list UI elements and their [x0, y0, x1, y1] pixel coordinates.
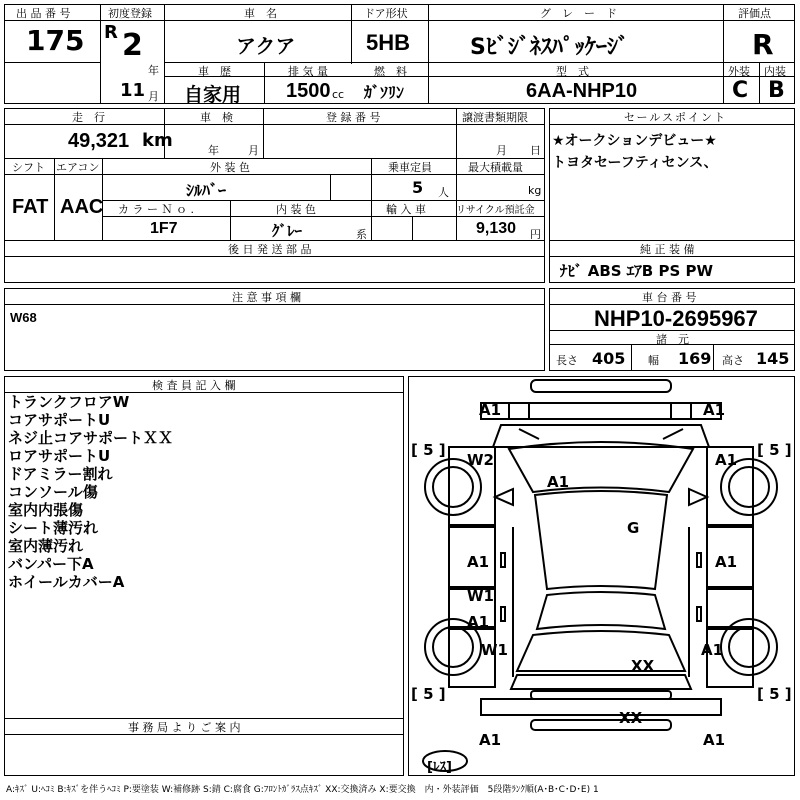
inspector-line: ロアサポートU	[8, 447, 111, 465]
transfer-day-unit: 日	[530, 144, 541, 157]
lot-no-label: 出 品 番 号	[16, 7, 71, 20]
inspector-line: ホイールカバーA	[8, 573, 125, 591]
ac: AAC	[60, 196, 104, 218]
later-parts-label: 後 日 発 送 部 品	[228, 243, 312, 256]
model: 6AA-NHP10	[526, 80, 638, 102]
inspector-line: ネジ止コアサポートＸＸ	[8, 429, 174, 447]
mark-a1-right-front: A1	[715, 451, 738, 469]
grade-label: グ レ ー ド	[540, 7, 617, 20]
fuel: ｶﾞｿﾘﾝ	[364, 83, 405, 102]
exterior-score: C	[732, 78, 749, 103]
notes-value: W68	[10, 310, 37, 325]
color-no-label: カ ラ ー Ｎ ｏ .	[118, 203, 194, 216]
tire-front-left: [ 5 ]	[411, 441, 446, 459]
mark-w1-left-rear-fender: W1	[481, 641, 508, 659]
sales-point-line-1: ★オークションデビュー★	[552, 133, 717, 149]
shift: FAT	[12, 196, 49, 218]
history: 自家用	[184, 84, 242, 106]
tire-rear-right: [ 5 ]	[757, 685, 792, 703]
chassis-label: 車 台 番 号	[642, 291, 697, 304]
sales-point-line-2: トヨタセーフティセンス、	[552, 155, 718, 171]
model-label: 型 式	[556, 65, 589, 78]
int-color-unit: 系	[356, 228, 367, 241]
reg-year: 2	[122, 28, 143, 63]
sales-point-label: セールスポイント	[624, 111, 728, 124]
exterior-label: 外装	[728, 65, 750, 78]
mark-a1-front-right: A1	[703, 401, 726, 419]
mark-a1-front-left: A1	[479, 401, 502, 419]
inspector-line: コアサポートU	[8, 411, 111, 429]
inspector-notes	[8, 393, 173, 591]
office-label: 事 務 局 よ り ご 案 内	[128, 721, 241, 734]
mark-w2: W2	[467, 451, 494, 469]
width: 169	[678, 349, 712, 368]
history-label: 車 歴	[198, 65, 231, 78]
capacity-unit: 人	[438, 186, 449, 199]
recycle-fee: 9,130	[476, 220, 517, 237]
height-label: 高さ	[722, 354, 744, 367]
inspector-line: トランクフロアW	[8, 393, 130, 411]
capacity-label: 乗車定員	[388, 161, 432, 174]
height: 145	[756, 349, 790, 368]
inspector-line: バンパー下A	[8, 555, 94, 573]
width-label: 幅	[648, 354, 659, 367]
length-label: 長さ	[556, 354, 578, 367]
shift-label: シフト	[12, 161, 45, 174]
reg-no-label: 登 録 番 号	[326, 111, 381, 124]
transfer-deadline-label: 譲渡書類期限	[462, 111, 528, 124]
legend: A:ｷｽﾞ U:ﾍｺﾐ B:ｷｽﾞを伴うﾍｺﾐ P:要塗装 W:補修跡 S:錆 C:腐食 G:ﾌﾛﾝﾄｶﾞﾗｽ点ｷｽﾞ XX:交換済み X:要交換 内・外装評価 5段階ﾗﾝｸ順(A･B･C･D･E) 1	[6, 785, 599, 795]
reg-month: 11	[120, 80, 146, 101]
era: R	[104, 22, 118, 43]
mark-g-windshield: G	[627, 519, 640, 537]
mark-a1-right-rear-fender: A1	[701, 641, 724, 659]
grade: Sﾋﾞｼﾞﾈｽﾊﾟｯｹｰｼﾞ	[470, 35, 629, 60]
displacement: 1500	[286, 80, 331, 102]
inspection-label: 車 検	[200, 111, 233, 124]
score: R	[752, 28, 774, 61]
chassis-no: NHP10-2695967	[594, 306, 758, 331]
mark-a1-rear-right: A1	[703, 731, 726, 749]
inspector-line: 室内薄汚れ	[8, 537, 84, 555]
score-label: 評価点	[738, 7, 771, 20]
ac-label: エアコン	[56, 161, 100, 174]
equipment: ﾅﾋﾞ ABS ｴｱB PS PW	[560, 262, 714, 280]
ext-color-label: 外 装 色	[210, 161, 250, 174]
tire-rear-left: [ 5 ]	[411, 685, 446, 703]
displacement-label: 排 気 量	[288, 65, 328, 78]
capacity: 5	[412, 178, 424, 197]
fuel-label: 燃 料	[374, 65, 407, 78]
max-load-unit: kg	[528, 184, 542, 197]
interior-score: B	[768, 78, 785, 103]
equipment-label: 純 正 装 備	[640, 243, 695, 256]
mileage-label: 走 行	[72, 111, 105, 124]
month-unit: 月	[148, 90, 159, 103]
color-no: 1F7	[150, 220, 178, 237]
interior-label: 内装	[764, 65, 786, 78]
notes-label: 注 意 事 項 欄	[232, 291, 301, 304]
ext-color: ｼﾙﾊﾞｰ	[186, 181, 227, 200]
inspector-line: 室内内張傷	[8, 501, 84, 519]
mark-xx-trunk: XX	[631, 657, 655, 675]
mark-a1-rear-left: A1	[479, 731, 502, 749]
dims-label: 諸 元	[656, 333, 689, 346]
inspector-line: シート薄汚れ	[8, 519, 99, 537]
transfer-month-unit: 月	[496, 144, 507, 157]
car-name: アクア	[236, 34, 296, 58]
mileage-unit: km	[142, 130, 173, 151]
year-unit: 年	[148, 64, 159, 77]
mark-a1-right-front-door: A1	[715, 553, 738, 571]
door-label: ドア形状	[364, 7, 408, 20]
recycle-unit: 円	[530, 228, 541, 241]
first-reg-label: 初度登録	[108, 7, 152, 20]
mileage: 49,321	[68, 130, 130, 152]
inspector-line: ドアミラー割れ	[8, 465, 113, 483]
inspector-line: コンソール傷	[8, 483, 98, 501]
mark-w1-left-rear-door: W1	[467, 587, 494, 605]
int-color-label: 内 装 色	[276, 203, 316, 216]
door-type: 5HB	[366, 30, 411, 55]
spare-tire: [ﾚｽ]	[427, 760, 452, 775]
lot-no: 175	[26, 24, 85, 57]
mark-a1-left-rear-door: A1	[467, 613, 490, 631]
tire-front-right: [ 5 ]	[757, 441, 792, 459]
displacement-unit: cc	[332, 88, 345, 101]
recycle-label: リサイクル預託金	[456, 205, 535, 216]
int-color: ｸﾞﾚｰ	[272, 222, 303, 240]
inspection-month-unit: 月	[248, 144, 259, 157]
mark-a1-left-front-door: A1	[467, 553, 490, 571]
inspector-label: 検 査 員 記 入 欄	[152, 379, 236, 392]
length: 405	[592, 349, 626, 368]
car-name-label: 車 名	[244, 7, 277, 20]
max-load-label: 最大積載量	[468, 161, 523, 174]
mark-xx-rear-bumper: XX	[619, 709, 643, 727]
mark-a1-roof: A1	[547, 473, 570, 491]
damage-diagram	[408, 376, 795, 776]
import-label: 輸 入 車	[386, 203, 426, 216]
inspection-year-unit: 年	[208, 144, 219, 157]
